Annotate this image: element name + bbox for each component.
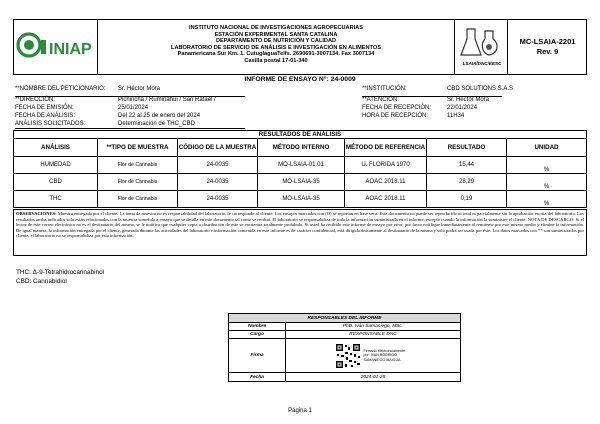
cell-reference-method: U. FLORIDA 1970 [345, 157, 427, 174]
cell-result: 28,29 [427, 174, 507, 191]
observations-label: OBSERVACIONES: [16, 211, 57, 216]
cell-sample-type: Flor de Cannabis [98, 157, 178, 174]
logo-text: INIAP [49, 41, 92, 58]
report-title: INFORME DE ENSAYO N°: 24-0009 [244, 76, 356, 83]
table-row [14, 157, 587, 174]
logo-cell [13, 19, 98, 75]
signature-qr-icon [335, 343, 361, 369]
cell-result: 0,19 [427, 191, 507, 208]
analysis-date-label: FECHA DE ANÁLISIS: [15, 113, 76, 119]
cell-internal-method: MO-LSAIA-01.01 [258, 157, 345, 174]
results-table [13, 130, 587, 208]
responsible-table [228, 313, 461, 382]
seal-text: LSAIA/DNC/EESC [462, 61, 502, 66]
legend-thc: THC: Δ-9-Tetrahidrocannabinol [16, 269, 105, 276]
emission-date-label: FECHA DE EMISIÓN: [15, 105, 74, 111]
date-value: 2024-01-25 [286, 373, 461, 382]
table-row [14, 174, 587, 191]
cell-reference-method: AOAC 2018.11 [345, 174, 427, 191]
signature-text: Firmado electrónicamente por: IVAN RODRIGO SAMANIEGO MAIGUA [363, 348, 406, 362]
reception-date-label: FECHA DE RECEPCIÓN: [362, 105, 432, 111]
cell-reference-method: AOAC 2018.11 [345, 191, 427, 208]
observations-box [13, 209, 587, 256]
position-value: RESPONSABLE DNC [286, 331, 461, 339]
col-header: **TIPO DE MUESTRA [98, 139, 178, 157]
requested-analysis-label: ANÁLISIS SOLICITADOS: [15, 121, 86, 127]
iniap-logo [13, 19, 98, 75]
col-header: CÓDIGO DE LA MUESTRA [178, 139, 258, 157]
cell-sample-type: Flor de Cannabis [98, 191, 178, 208]
cell-unit: % [507, 157, 587, 174]
emission-date-value: 25/01/2024 [118, 105, 149, 111]
reception-time-value: 11H34 [447, 113, 465, 119]
table-row [14, 191, 587, 208]
col-header: ANÁLISIS [14, 139, 98, 157]
cell-analysis: HUMEDAD [14, 157, 98, 174]
col-header: MÉTODO DE REFERENCIA [345, 139, 427, 157]
cell-sample-code: 24-0035 [178, 157, 258, 174]
institution-line: DEPARTAMENTO DE NUTRICIÓN Y CALIDAD [215, 38, 337, 44]
divider [15, 128, 245, 129]
divider [15, 96, 245, 97]
signature-label: Firma [229, 339, 286, 373]
cell-sample-code: 24-0035 [178, 191, 258, 208]
position-label: Cargo [229, 331, 286, 339]
lab-seal-icon [455, 19, 509, 75]
reception-time-label: HORA DE RECEPCIÓN: [362, 113, 429, 119]
petitioner-value: Sr. Héctor Mora [118, 86, 161, 92]
observations-text: Muestra entregada por el cliente. La toma de muestra no es responsabilidad del laboratorio, le corresponde al cliente. Los ensayos marcados con (O) se reportan en base seca. Este documento no puede ser reproducido ni total ni parcialmente sin la aprobación escrita del laboratorio. Los resultados arriba indicados solo están relacionados con la muestra sometida a ensayo que se detalla en este documento tal como se recibió. El laboratorio se responsabiliza de toda la información suministrada en el informe, excepto cuando la información la suministre el cliente. NOTA DE DESCARGO: Si el lector de este correo electrónico no es el destinatario del mismo, se le notifica que cualquier copia o distribución de este se encuentra totalmente prohibido. Si usted ha recibido este informe de ensayo por error, por favor notifique inmediatamente al remitente por este mismo medio y elimine la información. De igual manera, la información entregada por el cliente, generada durante las actividades del laboratorio e información contenida en este informe es de carácter confidencial, está dirigida únicamente al destinatario de la misma y solo podrá ser usada por éste. Los datos marcados con ** son suministrados por cliente, el laboratorio no se responsabiliza por esta información. [16, 211, 584, 239]
institution-line: Panamericana Sur Km. 1. CutuglaguaTelfs. 2690691-3007134. Fax 3007134 [177, 51, 375, 57]
cell-analysis: CBD [14, 174, 98, 191]
divider [362, 96, 502, 97]
cell-unit: % [507, 191, 587, 208]
doc-code: MC-LSAIA-2201 [519, 37, 576, 46]
name-label: Nombre [229, 323, 286, 331]
cell-result: 15,44 [427, 157, 507, 174]
doc-revision: Rev. 9 [536, 47, 559, 56]
cell-sample-type: Flor de Cannabis [98, 174, 178, 191]
institution-value: CBD SOLUTIONS S.A.S [447, 86, 514, 92]
institution-line: Casilla postal 17-01-340 [244, 57, 308, 64]
address-value: Pichincha / Rumiñahui / San Rafael / [118, 97, 216, 103]
institution-label: **INSTITUCIÓN: [362, 86, 407, 92]
cell-internal-method: MO-LSAIA-35 [258, 174, 345, 191]
requested-analysis-value: Determinación de THC_CBD [118, 121, 195, 127]
institution-line: LABORATORIO DE SERVICIO DE ANÁLISIS E INVESTIGACIÓN EN ALIMENTOS [171, 44, 381, 51]
col-header: RESULTADO [427, 139, 507, 157]
page-number: Página 1 [288, 408, 312, 414]
institution-header [98, 19, 454, 75]
reception-date-value: 22/01/2024 [447, 105, 478, 111]
analysis-date-value: Del 22 al 25 de enero del 2024 [118, 113, 201, 119]
lab-seal-cell [454, 19, 508, 75]
cell-analysis: THC [14, 191, 98, 208]
institution-line: ESTACIÓN EXPERIMENTAL SANTA CATALINA [214, 31, 338, 38]
date-label: Fecha [229, 373, 286, 382]
signature-cell [286, 339, 461, 373]
attention-value: Sr. Héctor Mora [447, 97, 490, 103]
cell-unit: % [507, 174, 587, 191]
legend-cbd: CBD: Cannabidiol [16, 278, 67, 285]
petitioner-label: **NOMBRE DEL PETICIONARIO: [15, 86, 106, 92]
attention-label: **ATENCIÓN: [362, 97, 399, 103]
institution-line: INSTITUTO NACIONAL DE INVESTIGACIONES AGROPECUARIAS [189, 25, 363, 31]
results-title: RESULTADOS DE ANÁLISIS [14, 131, 587, 139]
cell-internal-method: MO-LSAIA-35 [258, 191, 345, 208]
cell-sample-code: 24-0035 [178, 174, 258, 191]
col-header: MÉTODO INTERNO [258, 139, 345, 157]
responsible-title: RESPONSABLES DEL INFORME [229, 314, 461, 323]
address-label: **DIRECCIÓN: [15, 97, 56, 103]
name-value: PhD. Iván Samaniego, MSc. [286, 323, 461, 331]
doc-code-block [508, 19, 587, 75]
col-header: UNIDAD [507, 139, 587, 157]
